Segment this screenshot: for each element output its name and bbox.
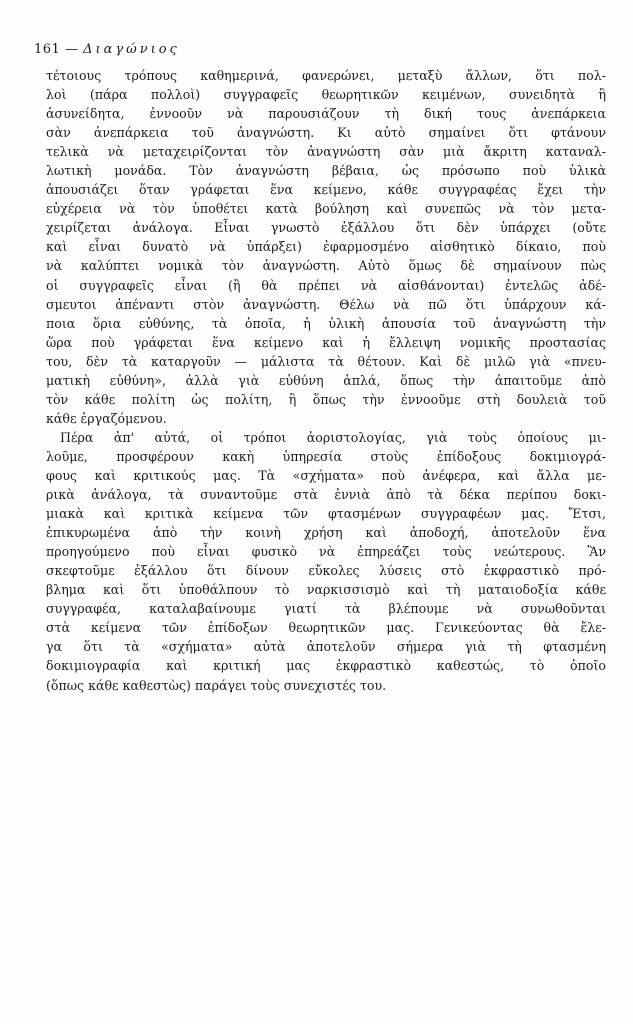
text-line: μιακὰ καὶ κριτικὰ κείμενα τῶν φτασμένων συγγραφέων μας. Ἔτσι, <box>46 506 606 522</box>
text-line: οἱ συγγραφεῖς εἶναι (ἢ θὰ πρέπει νὰ αἰσθάνονται) ἐντελῶς ἀδέ- <box>46 277 606 293</box>
paragraph <box>46 428 606 695</box>
text-line: ἀπουσιάζει ὅταν γράφεται ἕνα κείμενο, κάθε συγγραφέας ἔχει τὴν <box>46 182 606 198</box>
text-line: σὰν ἀνεπάρκεια τοῦ ἀναγνώστη. Κι αὐτὸ σημαίνει ὅτι φτάνουν <box>46 125 606 141</box>
text-line: τὸν κάθε πολίτη ὡς πολίτη, ἢ ὅπως τὴν ἐννοοῦμε στὴ δουλειὰ τοῦ <box>46 391 606 407</box>
text-line: εὐχέρεια νὰ τὸν ὑποθέτει κατὰ βούληση καὶ συνεπῶς νὰ τὸν μετα- <box>46 201 606 217</box>
text-line: προηγούμενο ποὺ εἶναι φυσικὸ νὰ ἐπηρεάζει τοὺς νεώτερους. Ἂν <box>46 544 606 560</box>
text-line: συγγραφέα, καταλαβαίνουμε γιατί τὰ βλέπουμε νὰ συνωθοῦνται <box>46 601 606 617</box>
text-line: λωτικὴ μονάδα. Τὸν ἀναγνώστη βέβαια, ὡς πρόσωπο ποὺ ὑλικὰ <box>46 163 606 179</box>
text-line: (ὅπως κάθε καθεστὼς) παράγει τοὺς συνεχιστές του. <box>46 677 387 693</box>
page-number: 161 <box>34 42 61 57</box>
text-line: τελικὰ νὰ μεταχειρίζονται τὸν ἀναγνώστη σὰν μιὰ ἄκριτη καταναλ- <box>46 144 606 160</box>
text-line: ματικὴ εὐθύνη», ἀλλὰ γιὰ εὐθύνη ἁπλά, ὅπως τὴν ἀπαιτοῦμε ἀπὸ <box>46 372 606 388</box>
text-line: λοῦμε, προσφέρουν κακὴ ὑπηρεσία στοὺς ἐπίδοξους δοκιμιογρά- <box>46 448 606 464</box>
text-line: τέτοιους τρόπους καθημερινά, φανερώνει, μεταξὺ ἄλλων, ὅτι πολ- <box>46 68 606 83</box>
text-line: σμευτοι ἀπέναντι στὸν ἀναγνώστη. Θέλω νὰ πῶ ὅτι ὑπάρχουν κά- <box>46 296 606 312</box>
text-line: λοὶ (πάρα πολλοὶ) συγγραφεῖς θεωρητικῶν κειμένων, συνειδητὰ ἢ <box>46 87 606 103</box>
text-line: ἐπικυρωμένα ἀπὸ τὴν κοινὴ χρήση καὶ ἀποδοχή, ἀποτελοῦν ἕνα <box>46 525 606 541</box>
text-line: φους καὶ κριτικούς μας. Τὰ «σχήματα» ποὺ ἀνέφερα, καὶ ἄλλα με- <box>46 467 606 483</box>
text-line: ὥρα ποὺ γράφεται ἕνα κείμενο καὶ ἡ ἔλλειψη νομικῆς προστασίας <box>46 334 606 350</box>
text-line: στὰ κείμενα τῶν ἐπίδοξων θεωρητικῶν μας. Γενικεύοντας θὰ ἔλε- <box>46 620 606 636</box>
text-line: γα ὅτι τὰ «σχήματα» αὐτὰ ἀποτελοῦν σήμερα γιὰ τὴ φτασμένη <box>46 639 606 655</box>
text-line: χειρίζεται ἀνάλογα. Εἶναι γνωστὸ ἐξάλλου ὅτι δὲν ὑπάρχει (οὔτε <box>46 220 606 236</box>
text-line: νὰ καλύπτει νομικὰ τὸν ἀναγνώστη. Αὐτὸ ὅμως δὲ σημαίνουν πὼς <box>46 258 606 274</box>
text-line: του, δὲν τὰ καταργοῦν — μάλιστα τὰ θέτουν. Καὶ δὲ μιλῶ γιὰ «πνευ- <box>46 353 606 369</box>
text-line: ρικὰ ἀνάλογα, τὰ συναντοῦμε στὰ ἐννιὰ ἀπὸ τὰ δέκα περίπου δοκι- <box>46 487 606 503</box>
text-line: καὶ εἶναι δυνατὸ νὰ ὑπάρξει) ἐφαρμοσμένο αἰσθητικὸ δίκαιο, ποὺ <box>46 239 606 255</box>
text-line: ἀσυνείδητα, ἐννοοῦν νὰ παρουσιάζουν τὴ δική τους ἀνεπάρκεια <box>46 106 606 122</box>
text-line: κάθε ἐργαζόμενου. <box>46 410 167 426</box>
paragraph <box>46 66 606 428</box>
running-head <box>34 42 180 57</box>
running-head-separator: — <box>60 42 84 57</box>
text-line: Πέρα ἀπ' αὐτά, οἱ τρόποι ἀοριστολογίας, γιὰ τοὺς ὁποίους μι- <box>60 429 606 445</box>
body-text <box>46 66 606 695</box>
running-head-title: Διαγώνιος <box>83 42 180 57</box>
text-line: σκεφτοῦμε ἐξάλλου ὅτι δίνουν εὔκολες λύσεις στὸ ἐκφραστικὸ πρό- <box>46 563 606 579</box>
text-line: βλημα καὶ ὅτι ὑποθάλπουν τὸ ναρκισσισμὸ καὶ τὴ ματαιοδοξία κάθε <box>46 582 606 598</box>
text-line: δοκιμιογραφία καὶ κριτική μας ἐκφραστικὸ καθεστώς, τὸ ὁποῖο <box>46 658 606 674</box>
text-line: ποια ὅρια εὐθύνης, τὰ ὁποῖα, ἡ ὑλικὴ ἀπουσία τοῦ ἀναγνώστη τὴν <box>46 315 606 331</box>
